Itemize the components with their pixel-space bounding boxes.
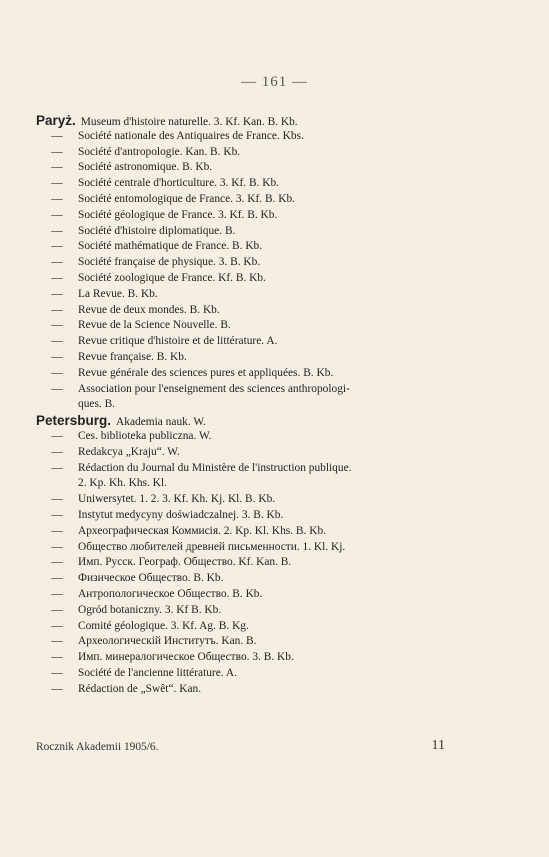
ditto-dash: — [51, 382, 63, 395]
list-item [36, 634, 516, 650]
ditto-dash: — [51, 335, 63, 348]
entry-text: Akademia nauk. W. [116, 416, 206, 429]
footer-signature-number: 11 [431, 738, 445, 753]
ditto-dash: — [51, 256, 63, 269]
ditto-dash: — [51, 556, 63, 569]
list-item [36, 334, 516, 350]
entry-text: Société zoologique de France. Kf. B. Kb. [78, 271, 266, 284]
entry-text: Ces. biblioteka publiczna. W. [78, 429, 212, 442]
entry-text: Société d'histoire diplomatique. B. [78, 224, 236, 237]
entry-text: Société de l'ancienne littérature. A. [78, 666, 237, 679]
ditto-dash: — [51, 587, 63, 600]
ditto-dash: — [51, 635, 63, 648]
ditto-dash: — [51, 445, 63, 458]
list-item [36, 239, 516, 255]
list-item [36, 524, 516, 540]
list-item [36, 287, 516, 303]
ditto-dash: — [51, 572, 63, 585]
entry-text: Redakcya „Kraju“. W. [78, 445, 180, 458]
list-item [36, 555, 516, 571]
list-item [36, 176, 516, 192]
ditto-dash: — [51, 524, 63, 537]
ditto-dash: — [51, 129, 63, 142]
entry-text: Revue de la Science Nouvelle. B. [78, 319, 231, 332]
city-name: Petersburg. [36, 413, 112, 429]
list-item [36, 619, 516, 635]
entry-text: Société nationale des Antiquaires de France. Kbs. [78, 129, 304, 142]
ditto-dash: — [51, 461, 63, 474]
list-item [36, 587, 516, 603]
entry-text: Общество любителей древней письменности. 1. Kl. Kj. [78, 540, 346, 553]
list-item [36, 129, 516, 145]
list-item [36, 192, 516, 208]
ditto-dash: — [51, 619, 63, 632]
entry-text: Revue de deux mondes. B. Kb. [78, 303, 220, 316]
entry-text: Имп. Русск. Географ. Общество. Kf. Kan. B. [78, 556, 292, 569]
list-item [36, 318, 516, 334]
list-item [36, 382, 516, 398]
ditto-dash: — [51, 192, 63, 205]
entry-text: Имп. минералогическое Общество. 3. B. Kb. [78, 651, 294, 664]
list-item [36, 271, 516, 287]
entry-list [36, 113, 516, 697]
ditto-dash: — [51, 350, 63, 363]
entry-text: Instytut medycyny doświadczalnej. 3. B. Kb. [78, 508, 284, 521]
entry-text: Археографическая Коммисія. 2. Kp. Kl. Khs. B. Kb. [78, 524, 326, 537]
entry-text: Uniwersytet. 1. 2. 3. Kf. Kh. Kj. Kl. B. Kb. [78, 493, 276, 506]
list-item [36, 303, 516, 319]
ditto-dash: — [51, 366, 63, 379]
list-item [36, 429, 516, 445]
city-heading-line [36, 113, 516, 129]
entry-text: Société française de physique. 3. B. Kb. [78, 256, 261, 269]
list-item [36, 540, 516, 556]
list-item [36, 366, 516, 382]
list-item [36, 160, 516, 176]
ditto-dash: — [51, 177, 63, 190]
list-item-continuation: ques. B. [78, 398, 116, 411]
entry-text: Société astronomique. B. Kb. [78, 161, 213, 174]
ditto-dash: — [51, 493, 63, 506]
entry-text: Rédaction du Journal du Ministère de l'instruction publique. [78, 461, 352, 474]
entry-text: Revue française. B. Kb. [78, 350, 187, 363]
list-item [36, 650, 516, 666]
ditto-dash: — [51, 287, 63, 300]
page-number: — 161 — [241, 74, 308, 90]
ditto-dash: — [51, 303, 63, 316]
entry-text: Археологическій Институтъ. Kan. B. [78, 635, 257, 648]
city-name: Paryż. [36, 113, 76, 128]
list-item [36, 350, 516, 366]
entry-text: Société mathématique de France. B. Kb. [78, 240, 263, 253]
entry-text: La Revue. B. Kb. [78, 287, 158, 300]
ditto-dash: — [51, 208, 63, 221]
list-item [36, 571, 516, 587]
ditto-dash: — [51, 540, 63, 553]
entry-text: Антропологическое Общество. B. Kb. [78, 587, 263, 600]
entry-text: Revue générale des sciences pures et appliquées. B. Kb. [78, 366, 334, 379]
ditto-dash: — [51, 603, 63, 616]
entry-text: Revue critique d'histoire et de littérature. A. [78, 335, 278, 348]
entry-text: Association pour l'enseignement des sciences anthropologi- [78, 382, 350, 395]
list-item-continuation: 2. Kp. Kh. Khs. Kl. [78, 477, 167, 490]
list-item [36, 461, 516, 477]
ditto-dash: — [51, 319, 63, 332]
entry-text: Museum d'histoire naturelle. 3. Kf. Kan. B. Kb. [80, 116, 298, 128]
ditto-dash: — [51, 429, 63, 442]
footer-title: Rocznik Akademii 1905/6. [36, 741, 159, 753]
entry-text: Société entomologique de France. 3. Kf. B. Kb. [78, 192, 296, 205]
ditto-dash: — [51, 240, 63, 253]
ditto-dash: — [51, 666, 63, 679]
entry-text: Comité géologique. 3. Kf. Ag. B. Kg. [78, 619, 249, 632]
list-item [36, 208, 516, 224]
ditto-dash: — [51, 508, 63, 521]
list-item [36, 603, 516, 619]
entry-text: Société d'antropologie. Kan. B. Kb. [78, 145, 241, 158]
list-item [36, 492, 516, 508]
entry-text: Физическое Общество. B. Kb. [78, 572, 224, 585]
ditto-dash: — [51, 682, 63, 695]
ditto-dash: — [51, 224, 63, 237]
entry-text: Société géologique de France. 3. Kf. B. Kb. [78, 208, 278, 221]
list-item [36, 508, 516, 524]
list-item [36, 255, 516, 271]
entry-text: Ogród botaniczny. 3. Kf B. Kb. [78, 603, 222, 616]
ditto-dash: — [51, 161, 63, 174]
city-heading-line [36, 413, 516, 429]
ditto-dash: — [51, 651, 63, 664]
ditto-dash: — [51, 145, 63, 158]
list-item [36, 224, 516, 240]
ditto-dash: — [51, 271, 63, 284]
list-item [36, 445, 516, 461]
list-item [36, 145, 516, 161]
list-item [36, 666, 516, 682]
entry-text: Société centrale d'horticulture. 3. Kf. B. Kb. [78, 177, 280, 190]
entry-text: Rédaction de „Swêt“. Kan. [78, 682, 202, 695]
list-item [36, 682, 516, 698]
